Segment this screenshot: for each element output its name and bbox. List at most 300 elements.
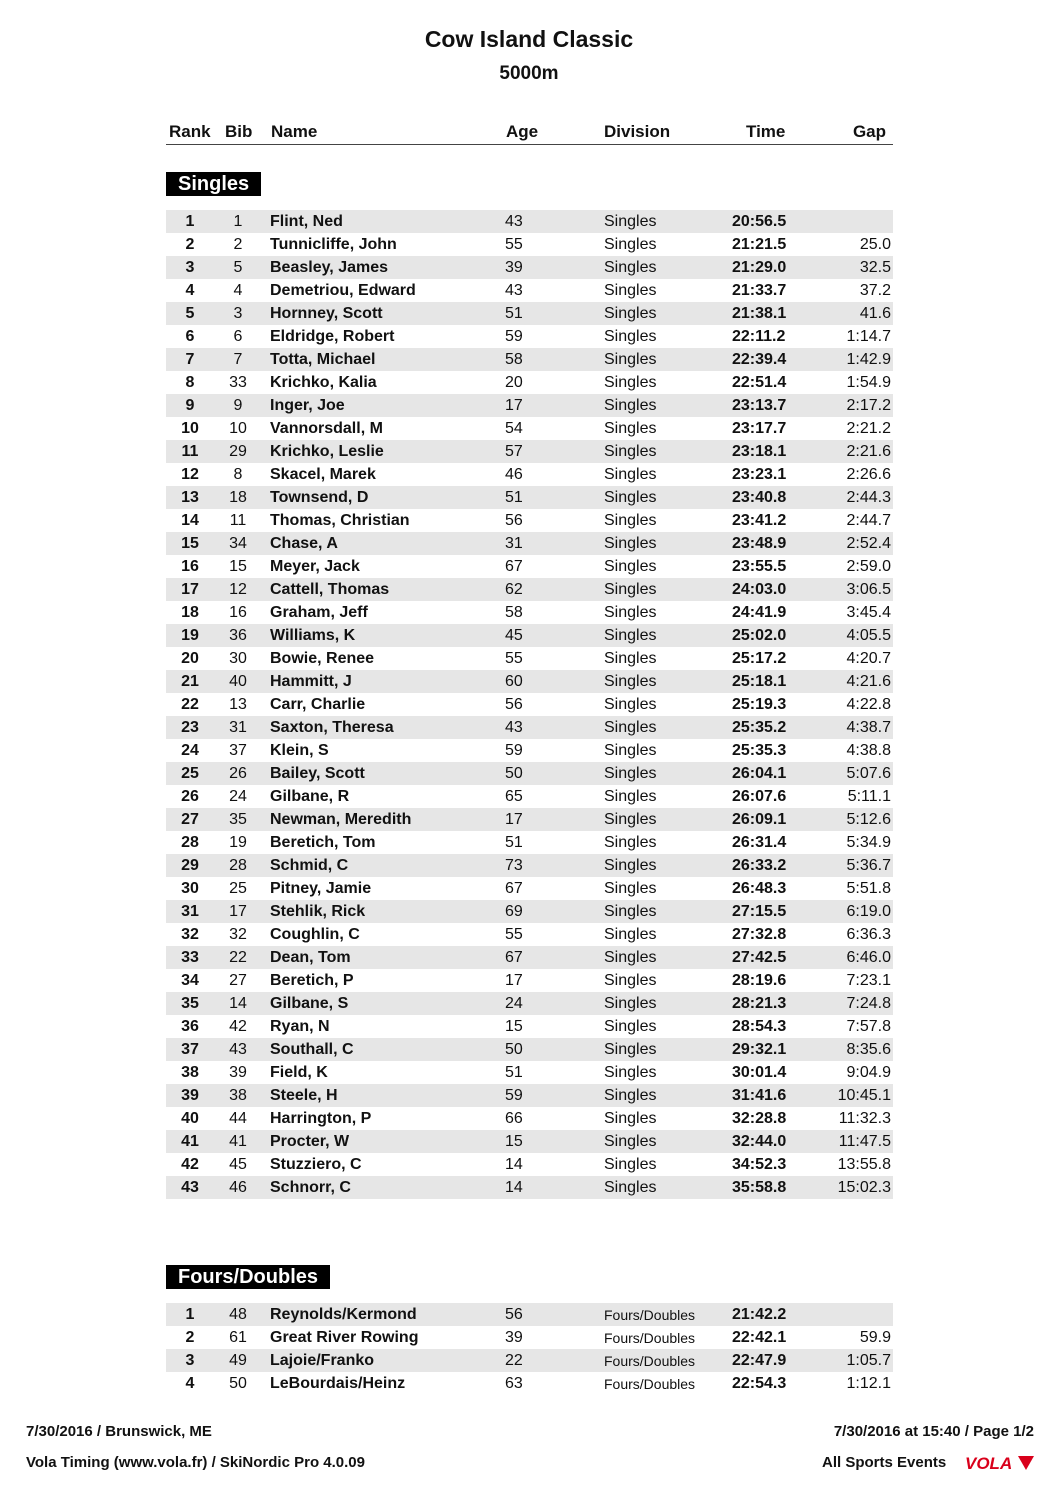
table-row [166, 348, 893, 371]
age-cell: 73 [505, 857, 523, 874]
time-cell: 25:17.2 [732, 650, 787, 667]
rank-cell: 2 [185, 236, 195, 253]
name-cell: Field, K [270, 1064, 328, 1081]
division-cell: Singles [604, 926, 657, 943]
rank-cell: 18 [181, 604, 199, 621]
name-cell: Stehlik, Rick [270, 903, 366, 920]
division-cell: Singles [604, 1018, 657, 1035]
table-row [166, 1372, 893, 1395]
column-header [166, 120, 893, 145]
name-cell: Steele, H [270, 1087, 338, 1104]
age-cell: 60 [505, 673, 523, 690]
rank-cell: 6 [185, 328, 195, 345]
age-cell: 67 [505, 880, 523, 897]
division-cell: Singles [604, 397, 657, 414]
time-cell: 23:48.9 [732, 535, 787, 552]
time-cell: 23:41.2 [732, 512, 787, 529]
division-cell: Singles [604, 903, 657, 920]
division-cell: Singles [604, 259, 657, 276]
table-row [166, 371, 893, 394]
bib-cell: 19 [229, 834, 247, 851]
division-cell: Singles [604, 535, 657, 552]
table-row [166, 693, 893, 716]
gap-cell: 2:21.6 [846, 443, 891, 460]
bib-cell: 17 [229, 903, 247, 920]
bib-cell: 50 [229, 1375, 247, 1392]
division-cell: Singles [604, 1087, 657, 1104]
bib-cell: 9 [233, 397, 243, 414]
name-cell: Inger, Joe [270, 397, 345, 414]
gap-cell: 5:34.9 [846, 834, 891, 851]
gap-cell: 1:54.9 [846, 374, 891, 391]
col-time: Time [746, 122, 786, 141]
rank-cell: 19 [181, 627, 199, 644]
table-row [166, 762, 893, 785]
rank-cell: 22 [181, 696, 199, 713]
gap-cell: 25.0 [859, 236, 891, 253]
section-label-fours-doubles: Fours/Doubles [166, 1265, 330, 1289]
gap-cell: 3:45.4 [846, 604, 891, 621]
name-cell: Gilbane, R [270, 788, 350, 805]
bib-cell: 26 [229, 765, 247, 782]
bib-cell: 30 [229, 650, 247, 667]
rank-cell: 9 [185, 397, 195, 414]
age-cell: 50 [505, 765, 523, 782]
division-cell: Singles [604, 811, 657, 828]
table-row [166, 992, 893, 1015]
name-cell: Klein, S [270, 742, 329, 759]
table-row [166, 578, 893, 601]
rank-cell: 31 [181, 903, 199, 920]
division-cell: Singles [604, 696, 657, 713]
division-cell: Singles [604, 650, 657, 667]
age-cell: 56 [505, 696, 523, 713]
name-cell: Ryan, N [270, 1018, 330, 1035]
gap-cell: 4:22.8 [846, 696, 891, 713]
age-cell: 58 [505, 604, 523, 621]
name-cell: Bowie, Renee [270, 650, 375, 667]
rank-cell: 42 [181, 1156, 199, 1173]
bib-cell: 25 [229, 880, 247, 897]
gap-cell: 2:59.0 [846, 558, 891, 575]
rank-cell: 1 [185, 213, 195, 230]
bib-cell: 14 [229, 995, 247, 1012]
age-cell: 55 [505, 926, 523, 943]
table-row [166, 877, 893, 900]
bib-cell: 61 [229, 1329, 247, 1346]
bib-cell: 32 [229, 926, 247, 943]
rank-cell: 27 [181, 811, 199, 828]
gap-cell: 5:12.6 [846, 811, 891, 828]
division-cell: Singles [604, 1133, 657, 1150]
time-cell: 21:29.0 [732, 259, 787, 276]
bib-cell: 13 [229, 696, 247, 713]
division-cell: Singles [604, 995, 657, 1012]
bib-cell: 1 [233, 213, 243, 230]
time-cell: 28:21.3 [732, 995, 787, 1012]
bib-cell: 5 [233, 259, 243, 276]
gap-cell: 9:04.9 [846, 1064, 891, 1081]
rank-cell: 30 [181, 880, 199, 897]
bib-cell: 22 [229, 949, 247, 966]
rank-cell: 32 [181, 926, 199, 943]
section-label-singles: Singles [166, 172, 261, 196]
rank-cell: 20 [181, 650, 199, 667]
rank-cell: 8 [185, 374, 195, 391]
time-cell: 21:42.2 [732, 1306, 787, 1323]
division-cell: Singles [604, 236, 657, 253]
gap-cell: 11:32.3 [838, 1110, 891, 1127]
bib-cell: 7 [233, 351, 243, 368]
age-cell: 57 [505, 443, 523, 460]
name-cell: Meyer, Jack [270, 558, 360, 575]
bib-cell: 34 [229, 535, 247, 552]
gap-cell: 3:06.5 [846, 581, 891, 598]
age-cell: 51 [505, 834, 523, 851]
division-cell: Fours/Doubles [604, 1307, 696, 1323]
table-row [166, 1107, 893, 1130]
table-row [166, 302, 893, 325]
bib-cell: 10 [229, 420, 247, 437]
table-row [166, 233, 893, 256]
rank-cell: 23 [181, 719, 199, 736]
bib-cell: 40 [229, 673, 247, 690]
division-cell: Singles [604, 328, 657, 345]
time-cell: 23:17.7 [732, 420, 787, 437]
bib-cell: 3 [233, 305, 243, 322]
footer-software: Vola Timing (www.vola.fr) / SkiNordic Pro 4.0.09 [26, 1454, 365, 1471]
time-cell: 22:51.4 [732, 374, 787, 391]
time-cell: 28:54.3 [732, 1018, 787, 1035]
name-cell: Southall, C [270, 1041, 354, 1058]
age-cell: 55 [505, 236, 523, 253]
time-cell: 24:03.0 [732, 581, 787, 598]
division-cell: Singles [604, 558, 657, 575]
time-cell: 25:35.3 [732, 742, 787, 759]
bib-cell: 49 [229, 1352, 247, 1369]
division-cell: Singles [604, 765, 657, 782]
age-cell: 56 [505, 512, 523, 529]
gap-cell: 6:46.0 [846, 949, 891, 966]
rank-cell: 41 [181, 1133, 199, 1150]
name-cell: Reynolds/Kermond [270, 1306, 417, 1323]
bib-cell: 35 [229, 811, 247, 828]
name-cell: Lajoie/Franko [270, 1352, 375, 1369]
gap-cell: 1:14.7 [846, 328, 891, 345]
name-cell: Saxton, Theresa [270, 719, 394, 736]
name-cell: Pitney, Jamie [270, 880, 372, 897]
time-cell: 20:56.5 [732, 213, 787, 230]
gap-cell: 7:23.1 [846, 972, 891, 989]
table-row [166, 1061, 893, 1084]
age-cell: 45 [505, 627, 523, 644]
table-row [166, 1038, 893, 1061]
age-cell: 51 [505, 489, 523, 506]
bib-cell: 37 [229, 742, 247, 759]
rank-cell: 11 [181, 443, 199, 460]
table-row [166, 463, 893, 486]
vola-logo [964, 1452, 1036, 1474]
bib-cell: 46 [229, 1179, 247, 1196]
time-cell: 23:13.7 [732, 397, 787, 414]
name-cell: Chase, A [270, 535, 338, 552]
name-cell: Gilbane, S [270, 995, 349, 1012]
rank-cell: 43 [181, 1179, 199, 1196]
col-age: Age [506, 122, 539, 141]
bib-cell: 28 [229, 857, 247, 874]
table-row [166, 1176, 893, 1199]
division-cell: Singles [604, 1110, 657, 1127]
table-row [166, 417, 893, 440]
time-cell: 26:33.2 [732, 857, 787, 874]
table-row [166, 1130, 893, 1153]
age-cell: 15 [505, 1133, 523, 1150]
name-cell: Krichko, Leslie [270, 443, 384, 460]
rank-cell: 4 [185, 282, 195, 299]
bib-cell: 15 [229, 558, 247, 575]
gap-cell: 37.2 [859, 282, 891, 299]
gap-cell: 2:26.6 [846, 466, 891, 483]
bib-cell: 16 [229, 604, 247, 621]
table-row [166, 509, 893, 532]
age-cell: 58 [505, 351, 523, 368]
bib-cell: 36 [229, 627, 247, 644]
gap-cell: 13:55.8 [837, 1156, 891, 1173]
age-cell: 50 [505, 1041, 523, 1058]
name-cell: Krichko, Kalia [270, 374, 377, 391]
age-cell: 51 [505, 305, 523, 322]
bib-cell: 31 [229, 719, 247, 736]
col-name: Name [271, 122, 318, 141]
table-row [166, 785, 893, 808]
table-row [166, 946, 893, 969]
gap-cell: 41.6 [859, 305, 891, 322]
time-cell: 27:42.5 [732, 949, 787, 966]
bib-cell: 45 [229, 1156, 247, 1173]
rank-cell: 25 [181, 765, 199, 782]
table-row [166, 739, 893, 762]
time-cell: 26:48.3 [732, 880, 787, 897]
age-cell: 63 [505, 1375, 523, 1392]
time-cell: 32:44.0 [732, 1133, 787, 1150]
bib-cell: 6 [233, 328, 243, 345]
time-cell: 30:01.4 [732, 1064, 787, 1081]
division-cell: Singles [604, 1041, 657, 1058]
time-cell: 26:04.1 [732, 765, 787, 782]
gap-cell: 4:38.7 [846, 719, 891, 736]
age-cell: 59 [505, 742, 523, 759]
table-row [166, 647, 893, 670]
division-cell: Singles [604, 949, 657, 966]
gap-cell: 4:21.6 [846, 673, 891, 690]
name-cell: Harrington, P [270, 1110, 372, 1127]
time-cell: 25:18.1 [732, 673, 787, 690]
rank-cell: 37 [181, 1041, 199, 1058]
division-cell: Singles [604, 880, 657, 897]
bib-cell: 43 [229, 1041, 247, 1058]
name-cell: Schnorr, C [270, 1179, 351, 1196]
gap-cell: 1:05.7 [846, 1352, 891, 1369]
division-cell: Singles [604, 834, 657, 851]
table-row [166, 210, 893, 233]
vola-logo-mark [1018, 1456, 1034, 1470]
division-cell: Singles [604, 857, 657, 874]
time-cell: 22:42.1 [732, 1329, 787, 1346]
name-cell: Carr, Charlie [270, 696, 366, 713]
time-cell: 23:18.1 [732, 443, 787, 460]
table-row [166, 532, 893, 555]
table-row [166, 1349, 893, 1372]
gap-cell: 6:19.0 [846, 903, 891, 920]
time-cell: 27:15.5 [732, 903, 787, 920]
age-cell: 69 [505, 903, 523, 920]
age-cell: 14 [505, 1179, 523, 1196]
rank-cell: 16 [181, 558, 199, 575]
age-cell: 55 [505, 650, 523, 667]
name-cell: Beretich, Tom [270, 834, 376, 851]
results-table-singles [166, 210, 893, 1199]
division-cell: Singles [604, 443, 657, 460]
age-cell: 59 [505, 1087, 523, 1104]
table-row [166, 624, 893, 647]
rank-cell: 36 [181, 1018, 199, 1035]
table-row [166, 486, 893, 509]
time-cell: 25:19.3 [732, 696, 787, 713]
division-cell: Singles [604, 788, 657, 805]
footer-date-location: 7/30/2016 / Brunswick, ME [26, 1423, 212, 1440]
name-cell: Totta, Michael [270, 351, 376, 368]
name-cell: Procter, W [270, 1133, 350, 1150]
age-cell: 15 [505, 1018, 523, 1035]
time-cell: 34:52.3 [732, 1156, 787, 1173]
division-cell: Singles [604, 1179, 657, 1196]
time-cell: 32:28.8 [732, 1110, 787, 1127]
bib-cell: 42 [229, 1018, 247, 1035]
division-cell: Singles [604, 581, 657, 598]
gap-cell: 5:36.7 [846, 857, 891, 874]
age-cell: 14 [505, 1156, 523, 1173]
division-cell: Singles [604, 719, 657, 736]
gap-cell: 2:44.3 [846, 489, 891, 506]
division-cell: Singles [604, 466, 657, 483]
age-cell: 67 [505, 949, 523, 966]
time-cell: 21:33.7 [732, 282, 787, 299]
division-cell: Singles [604, 742, 657, 759]
gap-cell: 32.5 [859, 259, 891, 276]
col-bib: Bib [225, 122, 253, 141]
name-cell: Demetriou, Edward [270, 282, 416, 299]
table-row [166, 716, 893, 739]
division-cell: Singles [604, 1156, 657, 1173]
time-cell: 24:41.9 [732, 604, 787, 621]
age-cell: 24 [505, 995, 523, 1012]
gap-cell: 1:12.1 [846, 1375, 891, 1392]
rank-cell: 26 [181, 788, 199, 805]
bib-cell: 18 [229, 489, 247, 506]
bib-cell: 12 [229, 581, 247, 598]
age-cell: 22 [505, 1352, 523, 1369]
page-subtitle: 5000m [499, 63, 559, 84]
time-cell: 31:41.6 [732, 1087, 787, 1104]
name-cell: Newman, Meredith [270, 811, 412, 828]
name-cell: Beretich, P [270, 972, 354, 989]
bib-cell: 29 [229, 443, 247, 460]
bib-cell: 41 [229, 1133, 247, 1150]
division-cell: Singles [604, 1064, 657, 1081]
division-cell: Singles [604, 305, 657, 322]
table-row [166, 1084, 893, 1107]
gap-cell: 4:38.8 [846, 742, 891, 759]
name-cell: Williams, K [270, 627, 356, 644]
rank-cell: 15 [181, 535, 199, 552]
time-cell: 22:39.4 [732, 351, 787, 368]
table-row [166, 1326, 893, 1349]
division-cell: Singles [604, 282, 657, 299]
table-row [166, 808, 893, 831]
age-cell: 17 [505, 397, 523, 414]
table-row [166, 969, 893, 992]
table-row [166, 900, 893, 923]
time-cell: 23:40.8 [732, 489, 787, 506]
results-table-fours-doubles [166, 1303, 893, 1395]
age-cell: 17 [505, 972, 523, 989]
name-cell: Cattell, Thomas [270, 581, 390, 598]
name-cell: Schmid, C [270, 857, 349, 874]
rank-cell: 35 [181, 995, 199, 1012]
name-cell: LeBourdais/Heinz [270, 1375, 406, 1392]
time-cell: 26:07.6 [732, 788, 787, 805]
name-cell: Hammitt, J [270, 673, 352, 690]
age-cell: 43 [505, 719, 523, 736]
age-cell: 43 [505, 282, 523, 299]
rank-cell: 12 [181, 466, 199, 483]
bib-cell: 24 [229, 788, 247, 805]
age-cell: 56 [505, 1306, 523, 1323]
gap-cell: 5:51.8 [846, 880, 891, 897]
table-row [166, 831, 893, 854]
rank-cell: 5 [185, 305, 195, 322]
name-cell: Great River Rowing [270, 1329, 419, 1346]
footer-timestamp-page: 7/30/2016 at 15:40 / Page 1/2 [833, 1423, 1034, 1440]
table-row [166, 440, 893, 463]
col-rank: Rank [169, 122, 211, 141]
name-cell: Dean, Tom [270, 949, 351, 966]
gap-cell: 7:24.8 [846, 995, 891, 1012]
rank-cell: 33 [181, 949, 199, 966]
division-cell: Singles [604, 213, 657, 230]
gap-cell: 2:44.7 [846, 512, 891, 529]
table-row [166, 555, 893, 578]
name-cell: Townsend, D [270, 489, 369, 506]
col-division: Division [604, 122, 671, 141]
table-row [166, 256, 893, 279]
age-cell: 43 [505, 213, 523, 230]
table-row [166, 1153, 893, 1176]
name-cell: Skacel, Marek [270, 466, 376, 483]
time-cell: 23:55.5 [732, 558, 787, 575]
rank-cell: 10 [181, 420, 199, 437]
age-cell: 67 [505, 558, 523, 575]
rank-cell: 1 [185, 1306, 195, 1323]
gap-cell: 11:47.5 [838, 1133, 891, 1150]
rank-cell: 34 [181, 972, 199, 989]
age-cell: 59 [505, 328, 523, 345]
time-cell: 23:23.1 [732, 466, 787, 483]
table-row [166, 670, 893, 693]
gap-cell: 2:17.2 [846, 397, 891, 414]
gap-cell: 5:07.6 [846, 765, 891, 782]
division-cell: Singles [604, 512, 657, 529]
